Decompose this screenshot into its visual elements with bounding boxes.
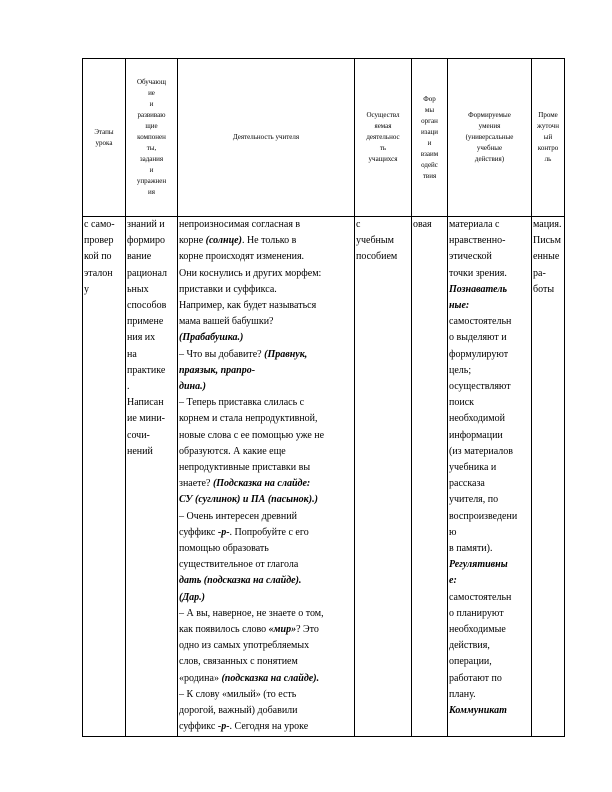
header-line: компонен (137, 133, 166, 141)
cell-line: непроизносимая согласная в (179, 219, 301, 230)
cell-line: цель; (449, 364, 472, 376)
header-line: изаци (420, 127, 439, 136)
cell-line: суффикс -р-. Попробуйте с его (179, 526, 309, 538)
cell-line: необходимой (449, 413, 505, 425)
cell-line: учителя, по (449, 494, 499, 506)
header-skills (448, 59, 532, 217)
cell-line: плану. (449, 688, 476, 700)
cell-line: мация. (533, 219, 562, 230)
cell-line: енные (533, 251, 560, 263)
cell-line: информации (449, 429, 503, 441)
cell-teacher (178, 217, 355, 737)
cell-line: знаний и (127, 219, 165, 230)
cell-line: Коммуникат (449, 705, 507, 717)
cell-line: пособием (356, 251, 398, 263)
header-line: умения (478, 122, 501, 130)
cell-line: ные: (449, 300, 470, 312)
cell-line: у (84, 283, 89, 295)
cell-line: сочи- (127, 429, 150, 441)
cell-line: вание (127, 251, 152, 263)
cell-line: мама вашей бабушки? (179, 316, 274, 328)
header-line: (универсальные (465, 133, 514, 141)
header-line: твия (422, 171, 437, 180)
header-line: Фор (423, 94, 436, 103)
cell-line: поиск (449, 397, 474, 409)
cell-line: учебным (356, 235, 394, 247)
cell-line: праязык, прапро- (179, 364, 256, 376)
cell-line: Например, как будет называться (179, 300, 317, 312)
header-line: яемая (374, 122, 392, 130)
header-students (355, 59, 412, 217)
header-line: жуточн (537, 122, 559, 130)
cell-line: осуществляют (449, 381, 511, 393)
cell-line: (из материалов (449, 445, 513, 457)
header-line: мы (424, 105, 435, 114)
cell-line: (Прабабушка.) (179, 332, 244, 344)
header-line: ие (148, 89, 155, 97)
cell-line: . (127, 381, 130, 393)
cell-skills (448, 217, 532, 737)
cell-line: – К слову «милый» (то есть (179, 688, 297, 700)
cell-line: одно из самых употребляемых (179, 640, 310, 652)
header-line: ия (148, 188, 155, 196)
header-line: орган (421, 116, 438, 125)
cell-line: дина.) (179, 381, 206, 393)
cell-line: воспроизведени (449, 510, 518, 522)
header-line: и (149, 100, 154, 108)
cell-line: дать (подсказка на слайде). (179, 575, 302, 587)
cell-line: суффикс -р-. Сегодня на уроке (179, 721, 309, 733)
cell-line: как появилось слово «мир»? Это (179, 624, 319, 636)
cell-line: е: (449, 575, 457, 587)
cell-forms (412, 217, 448, 737)
cell-line: примене (127, 316, 164, 328)
cell-line: – Теперь приставка слилась с (179, 397, 305, 409)
header-line: действия) (474, 155, 505, 163)
cell-line: слов, связанных с понятием (179, 656, 298, 668)
cell-line: СУ (суглинок) и ПА (пасынок).) (179, 494, 318, 506)
cell-line: Написан (127, 397, 164, 409)
header-line: Этапы (94, 127, 114, 136)
header-line: учебные (476, 144, 503, 152)
cell-line: нравственно- (449, 235, 506, 247)
cell-line: формулируют (449, 348, 509, 360)
header-teacher (178, 59, 355, 217)
lesson-plan-table (82, 58, 565, 737)
header-line: Проме (538, 111, 558, 119)
cell-line: корнем и стала непродуктивной, (179, 413, 318, 425)
cell-line: – Что вы добавите? (Правнук, (179, 348, 308, 360)
cell-line: помощью образовать (179, 543, 269, 555)
cell-line: ра- (533, 267, 546, 279)
cell-line: способов (127, 300, 167, 312)
header-line: упражнен (136, 177, 167, 185)
cell-line: рационал (127, 267, 168, 279)
cell-line: необходимые (449, 624, 506, 636)
header-line: деятельнос (366, 133, 400, 141)
cell-line: образуются. А какие еще (179, 445, 286, 457)
cell-line: корне (солнце). Не только в (179, 235, 297, 247)
cell-line: этической (449, 251, 492, 263)
header-line: Деятельность учителя (232, 133, 300, 141)
cell-line: рассказа (449, 478, 485, 490)
cell-line: операции, (449, 656, 492, 668)
header-row (83, 59, 565, 217)
cell-line: о выделяют и (449, 332, 507, 344)
cell-stages (83, 217, 126, 737)
cell-line: учебника и (449, 462, 497, 474)
cell-line: ю (449, 526, 457, 538)
cell-line: Познаватель (449, 283, 508, 295)
cell-line: точки зрения. (449, 267, 507, 279)
cell-tasks (126, 217, 178, 737)
cell-line: с (356, 219, 361, 230)
header-line: задания (139, 155, 164, 163)
cell-line: дорогой, важный) добавили (179, 705, 298, 717)
header-line: Осуществл (366, 111, 400, 119)
cell-line: формиро (127, 235, 166, 247)
header-tasks (126, 59, 178, 217)
header-line: ты, (146, 144, 157, 152)
cell-line: материала с (449, 219, 500, 230)
cell-line: работают по (449, 672, 502, 684)
cell-line: знаете? (Подсказка на слайде: (179, 478, 311, 490)
header-control (532, 59, 565, 217)
cell-line: Регулятивны (449, 559, 508, 571)
header-line: развиваю (137, 111, 166, 119)
header-line: ть (379, 144, 387, 152)
cell-line: корне происходят изменения. (179, 251, 305, 263)
header-line: урока (95, 138, 113, 147)
cell-line: овая (413, 219, 432, 230)
cell-line: – А вы, наверное, не знаете о том, (179, 607, 324, 619)
header-line: ль (544, 155, 552, 163)
cell-line: ьных (127, 283, 149, 295)
header-line: щие (145, 122, 158, 130)
cell-line: новые слова с ее помощью уже не (179, 429, 325, 441)
cell-line: в памяти). (449, 543, 493, 555)
cell-line: «родина» (подсказка на слайде). (179, 672, 320, 684)
cell-line: самостоятельн (449, 591, 512, 603)
cell-line: ния их (127, 332, 156, 344)
cell-control (532, 217, 565, 737)
cell-line: непродуктивные приставки вы (179, 462, 311, 474)
cell-line: боты (533, 283, 555, 295)
header-line: и (149, 166, 154, 174)
header-line: взаим (420, 149, 439, 158)
cell-line: ие мини- (127, 413, 166, 425)
header-line: Формируемые (468, 111, 511, 119)
cell-line: приставки и суффикса. (179, 283, 277, 295)
cell-line: самостоятельн (449, 316, 512, 328)
header-line: одейс (421, 160, 438, 169)
cell-line: – Очень интересен древний (179, 510, 297, 522)
header-line: контро (537, 144, 559, 152)
cell-line: эталон (84, 267, 113, 279)
cell-line: с само- (84, 219, 115, 230)
header-line: и (427, 138, 432, 147)
cell-line: кой по (84, 251, 112, 263)
header-line: Обучающ (136, 78, 167, 86)
cell-line: на (127, 348, 137, 360)
content-row (83, 217, 565, 737)
cell-line: действия, (449, 640, 490, 652)
cell-students (355, 217, 412, 737)
cell-line: практике (127, 364, 166, 376)
cell-line: провер (84, 235, 114, 247)
cell-line: существительное от глагола (179, 559, 299, 571)
header-forms (412, 59, 448, 217)
cell-line: Они коснулись и других морфем: (179, 267, 322, 279)
cell-line: о планируют (449, 607, 504, 619)
header-line: ый (543, 133, 553, 141)
cell-line: нений (127, 445, 153, 457)
header-stages (83, 59, 126, 217)
cell-line: (Дар.) (179, 591, 205, 603)
cell-line: Письм (533, 235, 561, 247)
header-line: учащихся (368, 155, 398, 163)
